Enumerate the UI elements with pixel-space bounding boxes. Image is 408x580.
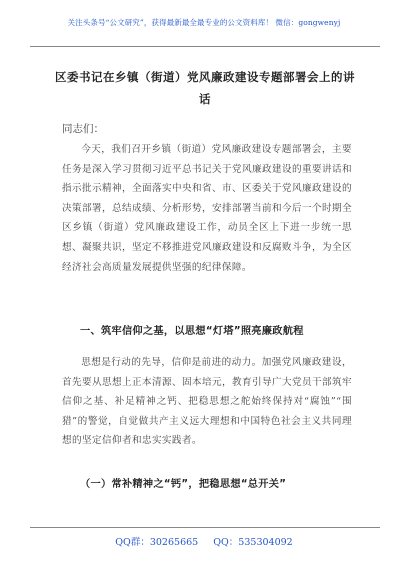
- salutation: 同志们：: [62, 123, 104, 135]
- subsection-heading-1: （一）常补精神之“钙”，把稳思想“总开关”: [80, 479, 287, 490]
- paragraph-section-1: 思想是行动的先导，信仰是前进的动力。加强党风廉政建设，首先要从思想上正本清源、固本培元，教育引导广大党员干部筑牢信仰之基、补足精神之钙、把稳思想之舵始终保持对“腐蚀”“围猎”的警觉，自觉做共产主义远大理想和中国特色社会主义共同理想的坚定信仰者和忠实实践者。: [62, 357, 352, 447]
- header-note: 关注头条号“公文研究”，获得最新最全最专业的公文资料库！ 微信：gongwenyj: [67, 18, 341, 27]
- footer-qq: QQ：535304092: [213, 537, 293, 548]
- footer-divider: [30, 527, 380, 528]
- section-heading-1: 一、筑牢信仰之基，以思想“灯塔”照亮廉政航程: [80, 326, 304, 337]
- header-divider: [30, 46, 380, 47]
- footer-qq-group: QQ群：30265665: [115, 537, 199, 548]
- footer: [0, 534, 408, 548]
- paragraph-intro: 今天，我们召开乡镇（街道）党风廉政建设专题部署会，主要任务是深入学习贯彻习近平总书记关于党风廉政建设的重要讲话和指示批示精神，全面落实中央和省、市、区委关于党风廉政建设的决策部署，总结成绩、分析形势，安排部署当前和今后一个时期全区乡镇（街道）党风廉政建设工作，动员全区上下进一步统一思想、凝聚共识，坚定不移推进党风廉政建设和反腐败斗争，为全区经济社会高质量发展提供坚强的纪律保障。: [62, 144, 352, 273]
- document-title: 区委书记在乡镇（街道）党风廉政建设专题部署会上的讲话: [55, 70, 355, 106]
